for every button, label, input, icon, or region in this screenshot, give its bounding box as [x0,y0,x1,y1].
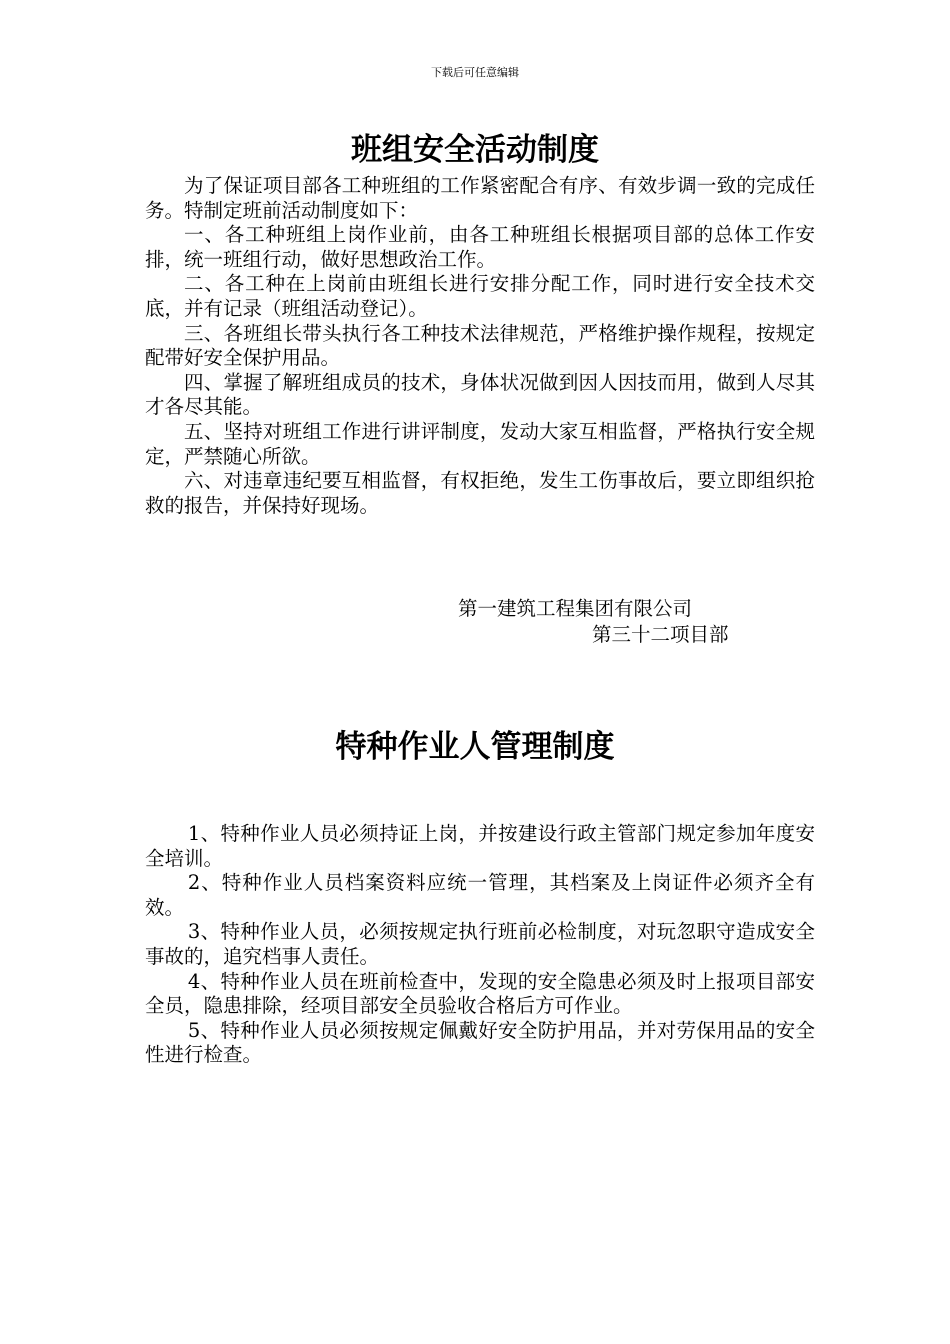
header-note: 下载后可任意编辑 [431,66,519,79]
section1-paragraph: 四、掌握了解班组成员的技术，身体状况做到因人因技而用，做到人尽其才各尽其能。 [145,370,815,419]
section1-paragraph: 一、各工种班组上岗作业前，由各工种班组长根据项目部的总体工作安排，统一班组行动，做好思想政治工作。 [145,223,815,271]
signature-department: 第三十二项目部 [592,623,729,646]
section2-paragraph: 1、特种作业人员必须持证上岗，并按建设行政主管部门规定参加年度安全培训。 [145,822,815,870]
section1-paragraph: 三、各班组长带头执行各工种技术法律规范，严格维护操作规程，按规定配带好安全保护用品。 [145,321,815,370]
signature-company: 第一建筑工程集团有限公司 [458,597,693,620]
section1-paragraph: 二、各工种在上岗前由班组长进行安排分配工作，同时进行安全技术交底，并有记录（班组活动登记）。 [145,272,815,320]
section2-paragraph: 5、特种作业人员必须按规定佩戴好安全防护用品，并对劳保用品的安全性进行检查。 [145,1018,815,1067]
section2-paragraph: 2、特种作业人员档案资料应统一管理，其档案及上岗证件必须齐全有效。 [145,871,815,919]
section1-paragraph: 五、坚持对班组工作进行讲评制度，发动大家互相监督，严格执行安全规定，严禁随心所欲。 [145,419,815,468]
section2-title: 特种作业人管理制度 [335,729,615,765]
section1-paragraph: 六、对违章违纪要互相监督，有权拒绝，发生工伤事故后，要立即组织抢救的报告，并保持好现场。 [145,469,815,517]
section2-paragraph: 4、特种作业人员在班前检查中，发现的安全隐患必须及时上报项目部安全员，隐患排除，经项目部安全员验收合格后方可作业。 [145,969,815,1018]
section1-paragraph: 为了保证项目部各工种班组的工作紧密配合有序、有效步调一致的完成任务。特制定班前活动制度如下： [145,174,815,222]
section2-body [145,822,815,1068]
section1-body [145,174,815,518]
section1-title: 班组安全活动制度 [351,132,599,168]
section2-paragraph: 3、特种作业人员，必须按规定执行班前必检制度，对玩忽职守造成安全事故的，追究档事人责任。 [145,920,815,968]
